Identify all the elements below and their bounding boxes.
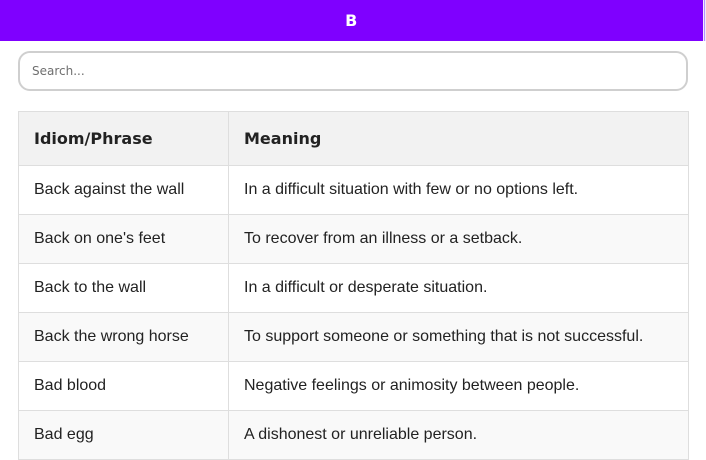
meaning-cell: In a difficult situation with few or no options left. [229, 166, 689, 215]
column-header-meaning[interactable]: Meaning [229, 112, 689, 166]
idiom-cell: Back on one's feet [19, 215, 229, 264]
idiom-table [18, 111, 689, 460]
meaning-cell: A dishonest or unreliable person. [229, 411, 689, 460]
table-header-row [19, 112, 689, 166]
table-row [19, 215, 689, 264]
idiom-cell: Back the wrong horse [19, 313, 229, 362]
meaning-cell: To support someone or something that is not successful. [229, 313, 689, 362]
table-row [19, 362, 689, 411]
meaning-cell: In a difficult or desperate situation. [229, 264, 689, 313]
table-row [19, 411, 689, 460]
table-row [19, 313, 689, 362]
table-row [19, 264, 689, 313]
page-header [0, 0, 703, 41]
table-row [19, 166, 689, 215]
idiom-cell: Back against the wall [19, 166, 229, 215]
idiom-cell: Back to the wall [19, 264, 229, 313]
page-title: B [345, 11, 358, 30]
search-bar [18, 51, 688, 91]
idiom-table-container [18, 111, 688, 460]
column-header-idiom[interactable]: Idiom/Phrase [19, 112, 229, 166]
search-input[interactable] [18, 51, 688, 91]
meaning-cell: Negative feelings or animosity between people. [229, 362, 689, 411]
meaning-cell: To recover from an illness or a setback. [229, 215, 689, 264]
idiom-cell: Bad egg [19, 411, 229, 460]
idiom-cell: Bad blood [19, 362, 229, 411]
